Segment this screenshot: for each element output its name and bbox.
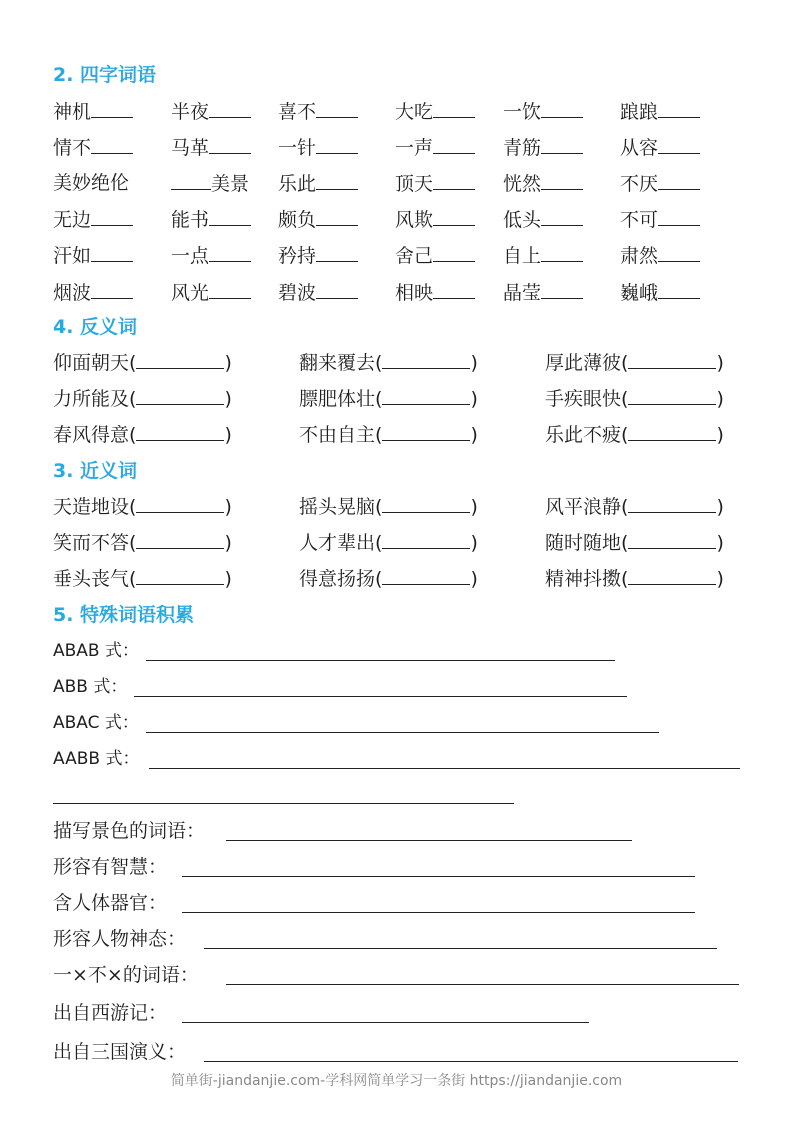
fill-label: AABB 式：	[53, 749, 140, 769]
answer-blank[interactable]	[91, 135, 133, 154]
word-cell	[299, 494, 478, 519]
close-paren: )	[470, 568, 478, 590]
answer-line-continuation[interactable]	[53, 803, 514, 804]
open-paren: (	[621, 568, 629, 590]
idiom-text: 一声	[395, 137, 434, 159]
answer-blank[interactable]	[209, 207, 251, 226]
answer-line[interactable]	[146, 660, 615, 661]
word-text: 得意扬扬	[299, 568, 376, 590]
idiom-cell	[53, 99, 133, 124]
word-cell	[545, 422, 724, 447]
answer-blank[interactable]	[91, 99, 133, 118]
answer-blank[interactable]	[316, 243, 358, 262]
answer-blank[interactable]	[382, 566, 470, 585]
close-paren: )	[470, 496, 478, 518]
answer-blank[interactable]	[382, 386, 470, 405]
open-paren: (	[621, 352, 629, 374]
word-text: 春风得意	[53, 424, 130, 446]
idiom-cell	[278, 135, 358, 160]
open-paren: (	[621, 496, 629, 518]
idiom-text: 美妙绝伦	[53, 172, 130, 194]
idiom-cell	[278, 99, 358, 124]
open-paren: (	[129, 388, 137, 410]
word-cell	[299, 350, 478, 375]
answer-blank[interactable]	[136, 566, 224, 585]
answer-blank[interactable]	[91, 243, 133, 262]
idiom-text: 恍然	[503, 173, 542, 195]
answer-blank[interactable]	[658, 280, 700, 299]
open-paren: (	[375, 568, 383, 590]
word-text: 笑而不答	[53, 532, 130, 554]
idiom-cell	[503, 207, 583, 232]
close-paren: )	[224, 568, 232, 590]
open-paren: (	[129, 532, 137, 554]
word-text: 摇头晃脑	[299, 496, 376, 518]
word-text: 膘肥体壮	[299, 388, 376, 410]
close-paren: )	[470, 532, 478, 554]
close-paren: )	[716, 388, 724, 410]
idiom-cell	[278, 280, 358, 305]
idiom-cell	[53, 207, 133, 232]
idiom-cell	[620, 243, 700, 268]
idiom-cell	[278, 171, 358, 196]
answer-blank[interactable]	[433, 135, 475, 154]
open-paren: (	[375, 424, 383, 446]
idiom-cell	[395, 135, 475, 160]
close-paren: )	[716, 352, 724, 374]
word-cell	[299, 386, 478, 411]
idiom-cell	[620, 135, 700, 160]
word-cell	[299, 530, 478, 555]
idiom-cell	[620, 171, 700, 196]
idiom-text: 舍己	[395, 245, 434, 267]
open-paren: (	[621, 388, 629, 410]
fill-label: 出自三国演义：	[53, 1041, 187, 1063]
fill-label: 含人体器官：	[53, 892, 168, 914]
answer-blank[interactable]	[433, 280, 475, 299]
answer-blank[interactable]	[91, 207, 133, 226]
answer-blank[interactable]	[628, 422, 716, 441]
close-paren: )	[224, 424, 232, 446]
word-text: 翻来覆去	[299, 352, 376, 374]
fill-label: 形容有智慧：	[53, 856, 168, 878]
fill-label: ABAB 式：	[53, 641, 139, 661]
answer-line[interactable]	[182, 876, 695, 877]
answer-line[interactable]	[226, 840, 632, 841]
idiom-cell	[171, 280, 251, 305]
answer-blank[interactable]	[658, 207, 700, 226]
answer-blank[interactable]	[628, 386, 716, 405]
idiom-cell	[620, 99, 700, 124]
close-paren: )	[224, 352, 232, 374]
answer-blank[interactable]	[136, 350, 224, 369]
section-title-synonyms: 3. 近义词	[53, 460, 138, 482]
answer-blank[interactable]	[433, 171, 475, 190]
answer-blank[interactable]	[316, 135, 358, 154]
idiom-text: 美景	[211, 173, 250, 195]
word-cell	[53, 386, 232, 411]
idiom-text: 巍峨	[620, 282, 659, 304]
idiom-cell	[171, 135, 251, 160]
answer-blank[interactable]	[382, 350, 470, 369]
answer-line[interactable]	[182, 912, 695, 913]
idiom-text: 碧波	[278, 282, 317, 304]
answer-blank[interactable]	[316, 280, 358, 299]
fill-label: ABB 式：	[53, 677, 128, 697]
word-cell	[53, 350, 232, 375]
answer-blank[interactable]	[136, 494, 224, 513]
answer-line[interactable]	[182, 1022, 589, 1023]
idiom-text: 青筋	[503, 137, 542, 159]
idiom-text: 无边	[53, 209, 92, 231]
idiom-cell	[53, 135, 133, 160]
answer-blank[interactable]	[433, 99, 475, 118]
word-cell	[53, 422, 232, 447]
idiom-cell	[503, 280, 583, 305]
answer-blank[interactable]	[136, 530, 224, 549]
answer-blank[interactable]	[382, 422, 470, 441]
fill-label: 描写景色的词语：	[53, 820, 206, 842]
word-cell	[299, 566, 478, 591]
word-text: 力所能及	[53, 388, 130, 410]
open-paren: (	[129, 496, 137, 518]
idiom-cell	[620, 207, 700, 232]
idiom-text: 不厌	[620, 173, 659, 195]
word-cell	[545, 350, 724, 375]
answer-blank[interactable]	[541, 135, 583, 154]
idiom-text: 马革	[171, 137, 210, 159]
open-paren: (	[375, 388, 383, 410]
answer-blank[interactable]	[382, 494, 470, 513]
close-paren: )	[716, 568, 724, 590]
word-text: 乐此不疲	[545, 424, 622, 446]
idiom-cell	[278, 243, 358, 268]
idiom-text: 低头	[503, 209, 542, 231]
idiom-cell	[171, 171, 249, 196]
close-paren: )	[224, 496, 232, 518]
idiom-cell	[53, 243, 133, 268]
idiom-text: 烟波	[53, 282, 92, 304]
fill-label: 一×不×的词语：	[53, 964, 199, 986]
answer-line[interactable]	[204, 1061, 738, 1062]
answer-blank[interactable]	[541, 207, 583, 226]
idiom-text: 晶莹	[503, 282, 542, 304]
idiom-text: 风光	[171, 282, 210, 304]
idiom-text: 顶天	[395, 173, 434, 195]
word-cell	[53, 530, 232, 555]
word-cell	[545, 566, 724, 591]
answer-blank[interactable]	[136, 386, 224, 405]
page-footer: 简单街-jiandanjie.com-学科网简单学习一条街 https://jiandanjie.com	[170, 1073, 623, 1089]
word-cell	[545, 386, 724, 411]
idiom-text: 神机	[53, 101, 92, 123]
close-paren: )	[224, 388, 232, 410]
idiom-text: 能书	[171, 209, 210, 231]
idiom-cell	[503, 135, 583, 160]
answer-blank[interactable]	[171, 171, 211, 190]
idiom-cell	[395, 280, 475, 305]
word-cell	[53, 494, 232, 519]
word-cell	[545, 494, 724, 519]
idiom-cell	[278, 207, 358, 232]
answer-blank[interactable]	[541, 280, 583, 299]
open-paren: (	[129, 568, 137, 590]
idiom-text: 矜持	[278, 245, 317, 267]
word-text: 手疾眼快	[545, 388, 622, 410]
answer-blank[interactable]	[433, 243, 475, 262]
idiom-text: 一点	[171, 245, 210, 267]
answer-line[interactable]	[204, 948, 717, 949]
idiom-text: 肃然	[620, 245, 659, 267]
word-cell	[299, 422, 478, 447]
answer-blank[interactable]	[316, 171, 358, 190]
word-text: 天造地设	[53, 496, 130, 518]
section-title-special: 5. 特殊词语积累	[53, 604, 195, 626]
section-title-four-char: 2. 四字词语	[53, 64, 157, 86]
idiom-cell	[171, 99, 251, 124]
idiom-cell	[395, 243, 475, 268]
close-paren: )	[470, 352, 478, 374]
answer-line[interactable]	[149, 768, 740, 769]
answer-line[interactable]	[226, 984, 739, 985]
close-paren: )	[224, 532, 232, 554]
answer-blank[interactable]	[541, 171, 583, 190]
close-paren: )	[716, 532, 724, 554]
fill-label: 出自西游记：	[53, 1002, 168, 1024]
idiom-cell	[395, 99, 475, 124]
idiom-cell	[503, 171, 583, 196]
open-paren: (	[375, 352, 383, 374]
idiom-text: 乐此	[278, 173, 317, 195]
idiom-text: 半夜	[171, 101, 210, 123]
idiom-text: 汗如	[53, 245, 92, 267]
answer-blank[interactable]	[658, 99, 700, 118]
open-paren: (	[375, 532, 383, 554]
idiom-cell	[395, 171, 475, 196]
answer-blank[interactable]	[541, 243, 583, 262]
idiom-text: 情不	[53, 137, 92, 159]
answer-blank[interactable]	[658, 135, 700, 154]
idiom-cell	[171, 243, 251, 268]
idiom-text: 风欺	[395, 209, 434, 231]
idiom-cell	[171, 207, 251, 232]
idiom-cell	[395, 207, 475, 232]
idiom-cell	[620, 280, 700, 305]
answer-blank[interactable]	[433, 207, 475, 226]
idiom-cell	[53, 280, 133, 305]
close-paren: )	[470, 424, 478, 446]
word-text: 人才辈出	[299, 532, 376, 554]
answer-blank[interactable]	[541, 99, 583, 118]
close-paren: )	[716, 496, 724, 518]
idiom-text: 颇负	[278, 209, 317, 231]
answer-line[interactable]	[134, 696, 627, 697]
close-paren: )	[716, 424, 724, 446]
answer-blank[interactable]	[382, 530, 470, 549]
answer-line[interactable]	[146, 732, 659, 733]
open-paren: (	[129, 352, 137, 374]
idiom-text: 相映	[395, 282, 434, 304]
answer-blank[interactable]	[136, 422, 224, 441]
word-text: 精神抖擞	[545, 568, 622, 590]
answer-blank[interactable]	[658, 171, 700, 190]
idiom-text: 一针	[278, 137, 317, 159]
open-paren: (	[621, 532, 629, 554]
word-text: 风平浪静	[545, 496, 622, 518]
answer-blank[interactable]	[209, 243, 251, 262]
idiom-cell	[503, 99, 583, 124]
idiom-cell	[53, 171, 129, 195]
answer-blank[interactable]	[658, 243, 700, 262]
idiom-text: 一饮	[503, 101, 542, 123]
answer-blank[interactable]	[628, 494, 716, 513]
answer-blank[interactable]	[209, 135, 251, 154]
word-text: 厚此薄彼	[545, 352, 622, 374]
section-title-antonyms: 4. 反义词	[53, 316, 138, 338]
idiom-text: 从容	[620, 137, 659, 159]
word-text: 不由自主	[299, 424, 376, 446]
answer-blank[interactable]	[209, 99, 251, 118]
answer-blank[interactable]	[628, 566, 716, 585]
idiom-cell	[503, 243, 583, 268]
open-paren: (	[375, 496, 383, 518]
answer-blank[interactable]	[316, 207, 358, 226]
word-text: 随时随地	[545, 532, 622, 554]
answer-blank[interactable]	[91, 280, 133, 299]
idiom-text: 喜不	[278, 101, 317, 123]
idiom-text: 踉踉	[620, 101, 659, 123]
open-paren: (	[129, 424, 137, 446]
close-paren: )	[470, 388, 478, 410]
word-text: 垂头丧气	[53, 568, 130, 590]
answer-blank[interactable]	[628, 530, 716, 549]
fill-label: ABAC 式：	[53, 713, 139, 733]
idiom-text: 大吃	[395, 101, 434, 123]
open-paren: (	[621, 424, 629, 446]
answer-blank[interactable]	[628, 350, 716, 369]
fill-label: 形容人物神态：	[53, 928, 187, 950]
answer-blank[interactable]	[209, 280, 251, 299]
idiom-text: 不可	[620, 209, 659, 231]
word-cell	[53, 566, 232, 591]
idiom-text: 自上	[503, 245, 542, 267]
word-cell	[545, 530, 724, 555]
word-text: 仰面朝天	[53, 352, 130, 374]
answer-blank[interactable]	[316, 99, 358, 118]
